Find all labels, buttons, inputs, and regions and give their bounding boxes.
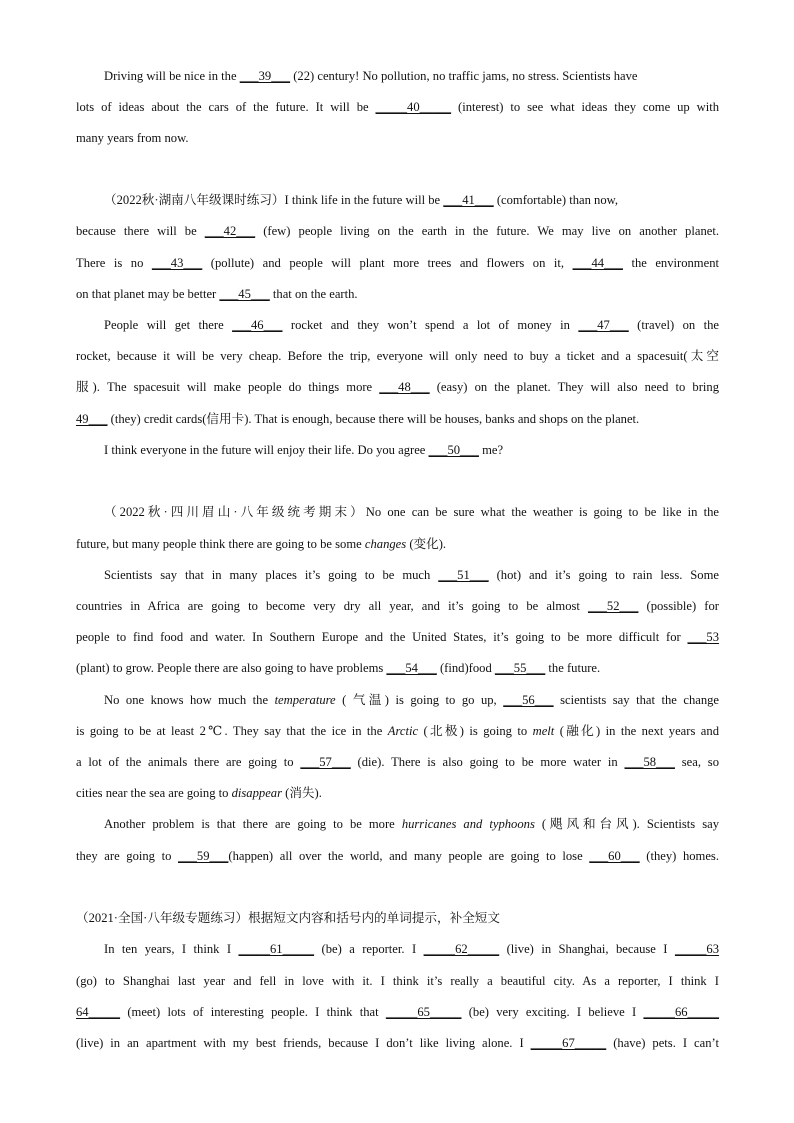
answer-blank: _____61_____ [238,942,315,956]
answer-blank: _____67_____ [530,1036,607,1050]
text-run: (have) pets. I can’t [606,1036,719,1050]
text-line [104,316,719,334]
text-run: (go) to Shanghai last year and fell in love with it. I think it’s really a beautiful city. As a reporter, I think I [76,974,719,988]
answer-blank: ___60___ [589,849,640,863]
text-line [76,1003,719,1021]
text-run: People will get there [104,318,233,332]
text-run: In ten years, I think I [104,942,239,956]
text-run: people to find food and water. In Southern Europe and the United States, it’s going to be more difficult for [76,630,688,644]
text-run: me? [478,443,504,457]
text-line [104,503,719,521]
text-line [76,535,719,553]
text-line [76,1034,719,1052]
answer-blank: ___41___ [443,193,494,207]
text-run: (travel) on the [628,318,719,332]
text-run: ( 气温) is going to go up, [335,693,504,707]
text-line [76,285,719,303]
text-run: (plant) to grow. People there are also going to have problems [76,661,387,675]
italic-term: temperature [274,693,336,707]
answer-blank: _____62_____ [423,942,500,956]
text-run: (meet) lots of interesting people. I think that [120,1005,386,1019]
text-run: (消失). [281,786,322,800]
answer-blank: ___47___ [578,318,629,332]
text-run: (they) homes. [639,849,719,863]
text-run: the future. [545,661,601,675]
answer-blank: _____66_____ [643,1005,720,1019]
answer-blank: ___55___ [494,661,546,675]
text-run: (few) people living on the earth in the future. We may live on another planet. [255,224,719,238]
answer-blank: ___42___ [204,224,256,238]
text-run: I think everyone in the future will enjoy their life. Do you agree [104,443,429,457]
answer-blank: _____63 [674,942,720,956]
text-run: (they) credit cards(信用卡). That is enough, because there will be houses, banks and shops on the planet. [107,412,640,426]
answer-blank: _____65_____ [385,1005,462,1019]
text-line [76,753,719,771]
text-run: (飓风和台风). Scientists say [534,817,719,831]
text-line [76,347,719,365]
italic-term: disappear [231,786,282,800]
answer-blank: ___58___ [624,755,675,769]
text-line [76,222,719,240]
answer-blank: ___48___ [379,380,430,394]
text-run: future, but many people think there are going to be some [76,537,365,551]
text-run: Scientists say that in many places it’s going to be much [104,568,439,582]
text-line [76,410,719,428]
text-run: that on the earth. [269,287,358,301]
text-run: (happen) all over the world, and many people are going to lose [228,849,590,863]
text-line [104,691,719,709]
text-line [76,254,719,272]
text-line [76,722,719,740]
text-run: 服). The spacesuit will make people do things more [76,380,380,394]
answer-blank: _____40_____ [375,100,452,114]
text-run: rocket and they won’t spend a lot of money in [282,318,579,332]
text-run: There is no [76,256,152,270]
answer-blank: ___43___ [151,256,203,270]
text-run: (comfortable) than now, [493,193,619,207]
answer-blank: ___52___ [588,599,639,613]
text-line [76,972,719,990]
text-run: scientists say that the change [553,693,720,707]
italic-term: Arctic [387,724,419,738]
answer-blank: 49___ [76,412,108,426]
italic-term: changes [364,537,407,551]
text-run: （2022秋·四川眉山·八年级统考期末）No one can be sure what the weather is going to be like in the [104,505,719,519]
text-line [76,784,719,802]
text-run: Another problem is that there are going to be more [104,817,402,831]
text-run: （2022秋·湖南八年级课时练习）I think life in the future will be [104,193,444,207]
text-run: the environment [622,256,719,270]
text-run: is going to be at least 2℃. They say that the ice in the [76,724,388,738]
answer-blank: ___46___ [232,318,283,332]
text-run: many years from now. [76,131,189,145]
text-run: sea, so [674,755,719,769]
text-run: (find)food [436,661,495,675]
answer-blank: 64_____ [76,1005,121,1019]
text-line [76,597,719,615]
text-run: (22) century! No pollution, no traffic jams, no stress. Scientists have [290,69,638,83]
text-line [76,847,719,865]
text-line [104,940,719,958]
text-line [76,129,719,147]
text-run: on that planet may be better [76,287,220,301]
text-run: (die). There is also going to be more water in [350,755,625,769]
text-run: (be) a reporter. I [314,942,424,956]
text-run: (变化). [406,537,447,551]
text-run: cities near the sea are going to [76,786,232,800]
text-line [104,191,719,209]
answer-blank: ___51___ [438,568,489,582]
text-line [76,659,719,677]
text-line [104,67,719,85]
italic-term: hurricanes and typhoons [401,817,535,831]
text-run: （2021·全国·八年级专题练习）根据短文内容和括号内的单词提示，补全短文 [76,911,500,925]
text-run: (possible) for [638,599,719,613]
text-run: because there will be [76,224,205,238]
text-run: (hot) and it’s going to rain less. Some [488,568,719,582]
text-line [104,566,719,584]
answer-blank: ___56___ [503,693,554,707]
italic-term: melt [532,724,555,738]
answer-blank: ___44___ [572,256,623,270]
text-run: they are going to [76,849,178,863]
text-line [104,815,719,833]
text-line [76,909,719,927]
text-line [104,441,719,459]
text-run: a lot of the animals there are going to [76,755,301,769]
text-run: No one knows how much the [104,693,275,707]
text-run: (北极) is going to [418,724,533,738]
text-run: (interest) to see what ideas they come up with [451,100,720,114]
answer-blank: ___45___ [219,287,270,301]
text-run: (融化) in the next years and [554,724,719,738]
text-run: Driving will be nice in the [104,69,240,83]
text-run: rocket, because it will be very cheap. Before the trip, everyone will only need to buy a ticket and a spacesuit(太空 [76,349,719,363]
answer-blank: ___59___ [178,849,229,863]
answer-blank: ___50___ [428,443,479,457]
text-run: lots of ideas about the cars of the future. It will be [76,100,376,114]
text-line [76,98,719,116]
text-run: (live) in an apartment with my best friends, because I don’t like living alone. I [76,1036,531,1050]
text-run: (be) very exciting. I believe I [461,1005,644,1019]
text-run: countries in Africa are going to become very dry all year, and it’s going to be almost [76,599,589,613]
text-line [76,628,719,646]
answer-blank: ___54___ [386,661,437,675]
answer-blank: ___53 [687,630,719,644]
answer-blank: ___39___ [239,69,291,83]
text-run: (live) in Shanghai, because I [499,942,675,956]
text-run: (pollute) and people will plant more trees and flowers on it, [202,256,573,270]
text-line [76,378,719,396]
answer-blank: ___57___ [300,755,351,769]
text-run: (easy) on the planet. They will also need to bring [429,380,719,394]
